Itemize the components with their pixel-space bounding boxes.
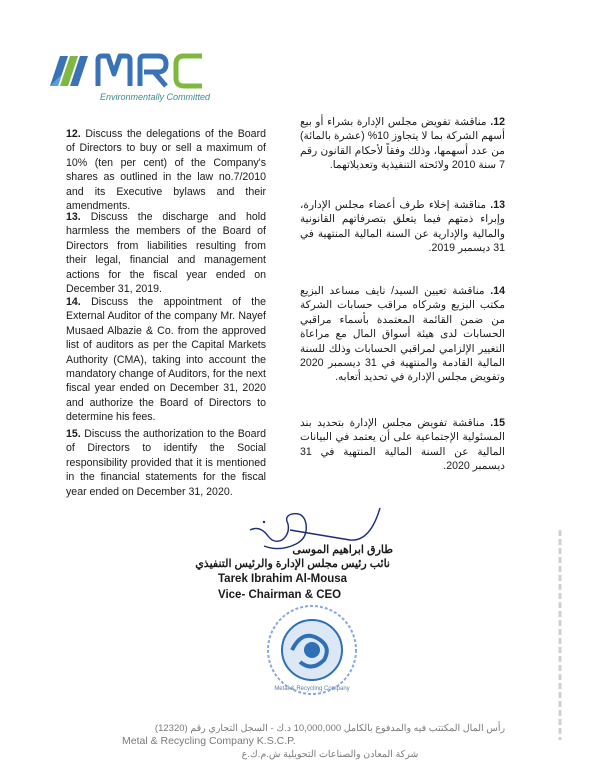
item-text: مناقشة تفويض مجلس الإدارة بشراء أو بيع أسهم الشركة بما لا يتجاوز 10% (عشرة بالمائة) من عدد أسهمها، وذلك وفقاً لأحكام القانون رقم 7 سنة 2010 ولائحته التنفيذية وتعديلاتهما. bbox=[300, 116, 505, 172]
mrc-logo-mark bbox=[44, 48, 224, 92]
item-number: 14. bbox=[490, 285, 505, 297]
company-logo bbox=[44, 48, 224, 108]
item-number: 12. bbox=[66, 128, 81, 140]
item-text: Discuss the discharge and hold harmless the members of the Board of Directors from liabilities resulting from their legal, financial and management actions for the fiscal year ended on December 31, 2019. bbox=[66, 211, 266, 296]
margin-print bbox=[555, 520, 565, 750]
footer-capital-line: رأس المال المكتتب فيه والمدفوع بالكامل 10,000,000 د.ك - السجل التجاري رقم (12320) bbox=[154, 723, 506, 734]
agenda-item-en-14 bbox=[66, 295, 266, 425]
item-text: مناقشة تفويض مجلس الإدارة بتحديد بند المسئولية الإجتماعية على أن يعتمد في البيانات المالية عن السنة المالية المنتهية في 31 ديسمبر 2020. bbox=[300, 417, 505, 473]
item-number: 12. bbox=[490, 116, 505, 128]
item-text: Discuss the authorization to the Board of Directors to identify the Social responsibility provided that it is mentioned in the financial statements for the fiscal year ended on December 31, 2020. bbox=[66, 428, 266, 498]
item-text: Discuss the delegations of the Board of Directors to buy or sell a maximum of 10% (ten per cent) of the Company's shares as outlined in the law no.7/2010 and its Executive bylaws and their amendments. bbox=[66, 128, 266, 213]
item-text: مناقشة إخلاء طرف أعضاء مجلس الإدارة، وإبراء ذمتهم فيما يتعلق بتصرفاتهم القانونية والمالية والإدارية عن السنة المالية المنتهية في 31 ديسمبر 2019. bbox=[300, 199, 505, 255]
logo-tagline: Environmentally Committed bbox=[100, 92, 211, 102]
signatory-name-en: Tarek Ibrahim Al-Mousa bbox=[218, 573, 348, 585]
item-text: مناقشة تعيين السيد/ نايف مساعد البزيع مكتب البزيع وشركاه مراقب حسابات الشركة من ضمن القائمة المعتمدة بأسماء مراقبي الحسابات لدى هيئة أسواق المال مع مراعاة التغيير الإلزامي لمراقبي الحسابات وذلك للسنة المالية القادمة والمنتهية في 31 ديسمبر 2020 وتفويض مجلس الإدارة في تحديد أتعابه. bbox=[300, 285, 505, 384]
item-text: Discuss the appointment of the External Auditor of the company Mr. Nayef Musaed Albazie & Co. from the approved list of auditors as per the Capital Markets Authority (CMA), taking into account the mandatory change of Auditors, for the next fiscal year ended on December 31, 2020 and authorize the Board of Directors to determine his fees. bbox=[66, 296, 267, 424]
item-number: 14. bbox=[66, 296, 81, 308]
stamp-text: Metal & Recycling Company bbox=[274, 686, 350, 692]
signatory-title-ar: نائب رئيس مجلس الإدارة والرئيس التنفيذي bbox=[195, 558, 390, 570]
agenda-item-ar-13 bbox=[300, 198, 505, 256]
footer-company-en: Metal & Recycling Company K.S.C.P. bbox=[122, 735, 296, 747]
item-number: 15. bbox=[490, 417, 505, 429]
margin-print-lines bbox=[555, 520, 565, 750]
signatory-name-ar: طارق ابراهيم الموسى bbox=[292, 544, 393, 556]
footer-company-ar: شركة المعادن والصناعات التحويلية ش.م.ك.ع bbox=[241, 749, 419, 760]
signatory-title-en: Vice- Chairman & CEO bbox=[218, 589, 342, 601]
agenda-item-ar-12 bbox=[300, 115, 505, 173]
item-number: 13. bbox=[66, 211, 81, 223]
item-number: 15. bbox=[66, 428, 81, 440]
agenda-item-en-13 bbox=[66, 210, 266, 296]
agenda-item-en-12 bbox=[66, 127, 266, 213]
page-footer bbox=[110, 722, 550, 761]
agenda-item-ar-14 bbox=[300, 284, 505, 385]
item-number: 13. bbox=[490, 199, 505, 211]
agenda-item-en-15 bbox=[66, 427, 266, 499]
agenda-item-ar-15 bbox=[300, 416, 505, 474]
stamp-seal bbox=[262, 600, 362, 700]
company-stamp bbox=[262, 600, 362, 700]
